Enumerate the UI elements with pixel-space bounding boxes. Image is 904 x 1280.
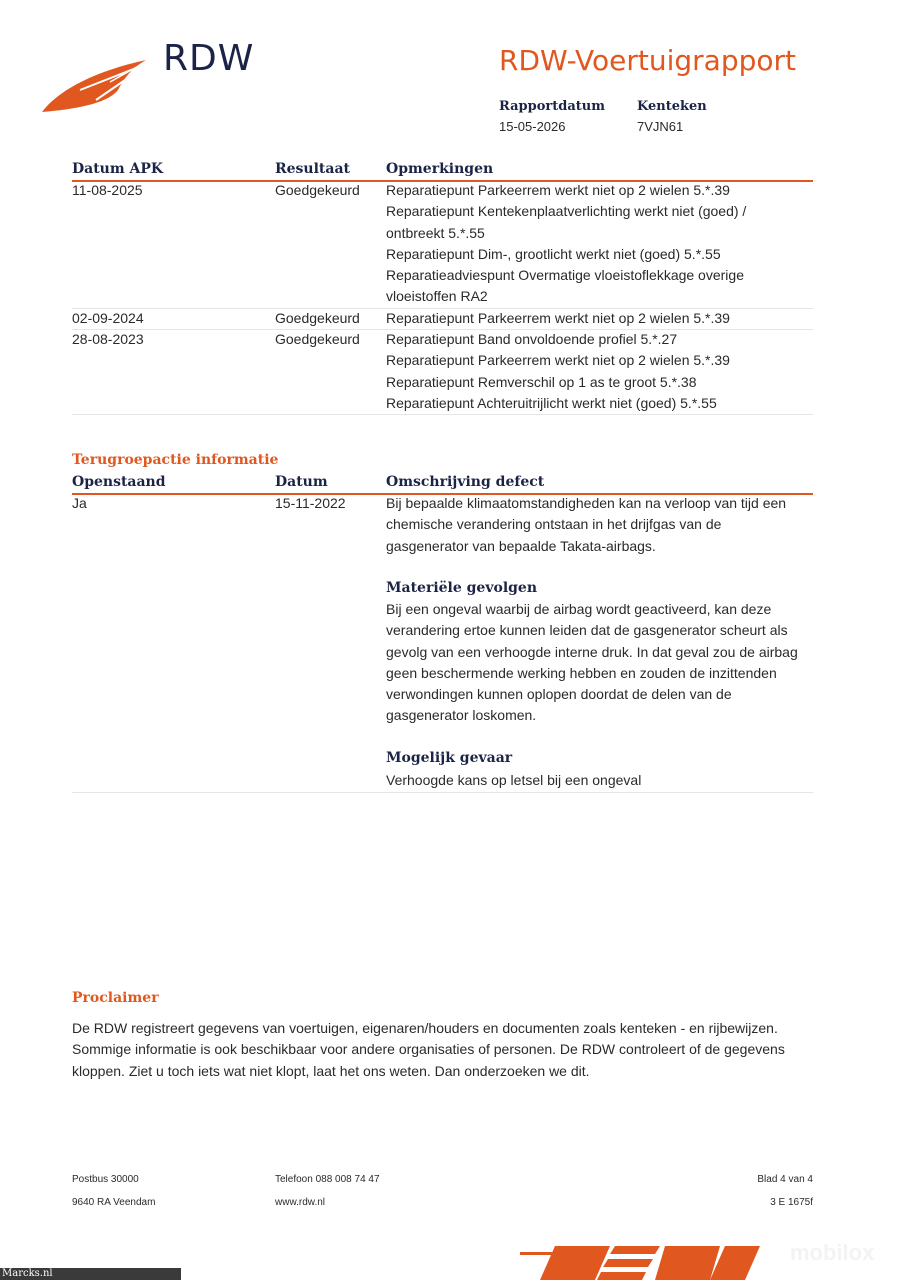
recall-open: Ja	[72, 495, 87, 511]
report-date: 15-05-2026	[499, 119, 566, 134]
apk-header-remarks: Opmerkingen	[386, 161, 494, 177]
apk-row-date: 11-08-2025	[72, 182, 143, 198]
remark-line: Reparatiepunt Parkeerrem werkt niet op 2 wielen 5.*.39	[386, 182, 730, 198]
footer-page: Blad 4 van 4	[757, 1174, 813, 1185]
row-divider	[72, 792, 813, 793]
recall-date: 15-11-2022	[275, 495, 346, 511]
remark-line: Reparatiepunt Remverschil op 1 as te groot 5.*.38	[386, 373, 697, 390]
remark-line: Reparatiepunt Dim-, grootlicht werkt niet (goed) 5.*.55	[386, 245, 721, 262]
recall-header-description: Omschrijving defect	[386, 474, 545, 490]
apk-row-result: Goedgekeurd	[275, 310, 360, 326]
apk-row-remarks	[386, 329, 806, 414]
apk-header-result: Resultaat	[275, 161, 350, 177]
recall-section-title: Terugroepactie informatie	[72, 452, 279, 468]
remark-line: Reparatieadviespunt Overmatige vloeistoflekkage overige vloeistoffen RA2	[386, 267, 744, 305]
footer-phone: Telefoon 088 008 74 47	[275, 1174, 380, 1185]
consequences-heading: Materiële gevolgen	[386, 580, 538, 596]
danger-heading: Mogelijk gevaar	[386, 750, 513, 766]
plate-value: 7VJN61	[637, 119, 684, 134]
proclaimer-title: Proclaimer	[72, 990, 159, 1006]
recall-header-open: Openstaand	[72, 474, 166, 490]
footer-website[interactable]: www.rdw.nl	[275, 1197, 326, 1208]
apk-row-date: 28-08-2023	[72, 331, 144, 347]
marketplace-watermark: mobilox	[790, 1240, 875, 1265]
footer-postbus: Postbus 30000	[72, 1174, 139, 1185]
report-title: RDW-Voertuigrapport	[499, 44, 796, 77]
remark-line: Reparatiepunt Parkeerrem werkt niet op 2 wielen 5.*.39	[386, 310, 730, 326]
apk-row-result: Goedgekeurd	[275, 331, 360, 347]
remark-line: Reparatiepunt Kentekenplaatverlichting werkt niet (goed) / ontbreekt 5.*.55	[386, 203, 747, 241]
row-divider	[72, 414, 813, 415]
proclaimer-text: De RDW registreert gegevens van voertuigen, eigenaren/houders en documenten zoals kenteken - en rijbewijzen. Sommige informatie is ook beschikbaar voor andere organisaties of personen. De RDW controleert of de gegevens kloppen. Ziet u toch iets wat niet klopt, laat het ons weten. Dan onderzoeken we dit.	[72, 1020, 785, 1079]
logo-text: RDW	[163, 38, 255, 79]
remark-line: Reparatiepunt Parkeerrem werkt niet op 2 wielen 5.*.39	[386, 352, 730, 369]
apk-row-remarks	[386, 180, 806, 308]
remark-line: Reparatiepunt Achteruitrijlicht werkt niet (goed) 5.*.55	[386, 394, 717, 411]
apk-row-remarks	[386, 308, 806, 329]
footer-city: 9640 RA Veendam	[72, 1197, 156, 1208]
remark-line: Reparatiepunt Band onvoldoende profiel 5.*.27	[386, 331, 678, 347]
watermark-text: Marcks.nl	[2, 1268, 53, 1279]
apk-row-date: 02-09-2024	[72, 310, 144, 326]
consequences-text: Bij een ongeval waarbij de airbag wordt geactiveerd, kan deze verandering ertoe kunnen leiden dat de gasgenerator scheurt als gevolg van een verhoogde interne druk. In dat geval zou de airbag geen beschermende werking hebben en zouden de inzittenden verwondingen kunnen oplopen doordat de delen van de gasgenerator loskomen.	[386, 601, 798, 724]
recall-description: Bij bepaalde klimaatomstandigheden kan na verloop van tijd een chemische verandering ontstaan in het drijfgas van de gasgenerator van bepaalde Takata-airbags.	[386, 495, 787, 554]
apk-row-result: Goedgekeurd	[275, 182, 360, 198]
danger-text: Verhoogde kans op letsel bij een ongeval	[386, 772, 642, 788]
report-date-label: Rapportdatum	[499, 99, 605, 114]
apk-header-date: Datum APK	[72, 161, 164, 177]
recall-header-date: Datum	[275, 474, 328, 490]
plate-label: Kenteken	[637, 99, 707, 114]
stripes-logo-icon	[515, 1244, 815, 1280]
footer-code: 3 E 1675f	[770, 1197, 813, 1208]
